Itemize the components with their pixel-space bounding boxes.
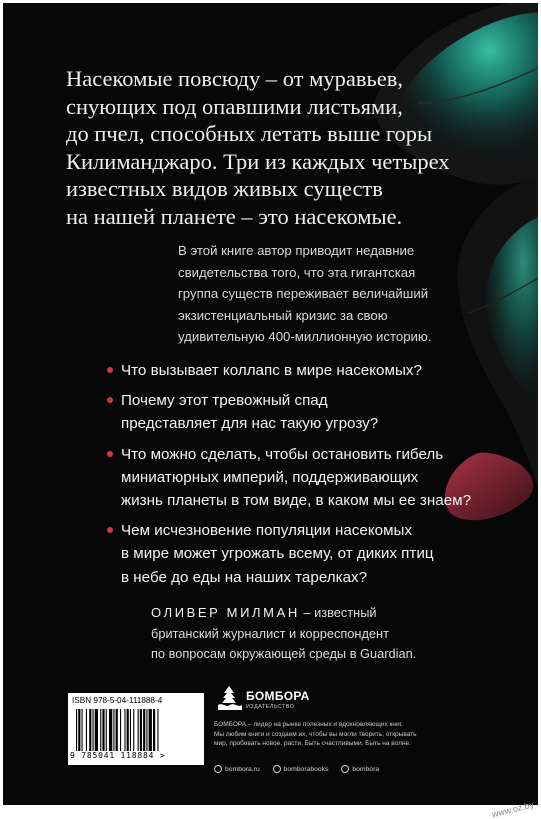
barcode-image: [74, 709, 198, 751]
question-line: миниатюрных империй, поддерживающих: [121, 466, 501, 489]
author-bio-text: – известный: [300, 605, 377, 620]
description-paragraph: [178, 240, 458, 348]
publisher-desc-line: БОМБОРА – лидер на рынке полезных и вдохновляющих книг.: [214, 720, 494, 730]
paragraph-line: В этой книге автор приводит недавние: [178, 240, 458, 262]
paragraph-line: группа существ переживает величайший: [178, 283, 458, 305]
question-line: в небе до еды на наших тарелках?: [121, 566, 501, 589]
author-bio-text: по вопросам окружающей среды в Guardian.: [151, 644, 471, 665]
questions-list: [121, 359, 501, 596]
question-line: Что вызывает коллапс в мире насекомых?: [121, 359, 501, 382]
publisher-subtitle: ИЗДАТЕЛЬСТВО: [246, 704, 294, 710]
publisher-name: БОМБОРА: [246, 689, 310, 703]
social-handle: bombora: [352, 766, 379, 773]
question-line: в мире может угрожать всему, от диких птиц: [121, 542, 501, 565]
bullet-dot-icon: [107, 397, 113, 403]
social-website: bombora.ru: [225, 766, 260, 773]
book-back-cover: [3, 3, 538, 805]
author-name: ОЛИВЕР МИЛМАН: [151, 605, 300, 620]
paragraph-line: экзистенциальный кризис за свою: [178, 305, 458, 327]
question-item: [121, 389, 501, 435]
author-bio-text: британский журналист и корреспондент: [151, 624, 471, 645]
question-item: [121, 443, 501, 513]
paragraph-line: удивительную 400-миллионную историю.: [178, 326, 458, 348]
website-icon: [214, 765, 222, 773]
question-item: [121, 519, 501, 589]
publisher-desc-line: мир, пробовать новое, расти. Быть счастливыми. Быть на волне.: [214, 739, 494, 749]
author-bio: [151, 603, 471, 665]
intro-line: Насекомые повсюду – от муравьев,: [66, 65, 446, 93]
question-line: Что можно сделать, чтобы остановить гибель: [121, 443, 501, 466]
social-books: bomborabooks: [284, 766, 329, 773]
social-links: [214, 765, 379, 777]
publisher-description: [214, 720, 494, 749]
bombora-logo-icon: [214, 683, 244, 713]
bullet-dot-icon: [107, 527, 113, 533]
intro-text: [66, 65, 446, 231]
intro-line: снующих под опавшими листьями,: [66, 93, 446, 121]
question-line: представляет для нас такую угрозу?: [121, 412, 501, 435]
instagram-icon: [341, 765, 349, 773]
author-line-1: [151, 603, 471, 624]
paragraph-line: свидетельства того, что эта гигантская: [178, 262, 458, 284]
question-line: Чем исчезновение популяции насекомых: [121, 519, 501, 542]
publisher-desc-line: Мы любим книги и создаем их, чтобы вы могли творить, открывать: [214, 730, 494, 740]
watermark: www.oz.by: [491, 799, 535, 819]
intro-line: на нашей планете – это насекомые.: [66, 203, 446, 231]
question-item: [121, 359, 501, 382]
barcode-digits: 9 785041 118884 >: [70, 751, 202, 760]
isbn-label: ISBN 978-5-04-111888-4: [72, 696, 162, 705]
bullet-dot-icon: [107, 451, 113, 457]
bullet-dot-icon: [107, 367, 113, 373]
social-network-icon: [273, 765, 281, 773]
intro-line: до пчел, способных летать выше горы: [66, 120, 446, 148]
intro-line: Килиманджаро. Три из каждых четырех: [66, 148, 446, 176]
intro-line: известных видов живых существ: [66, 175, 446, 203]
question-line: Почему этот тревожный спад: [121, 389, 501, 412]
barcode-panel: [68, 693, 204, 765]
question-line: жизнь планеты в том виде, в каком мы ее знаем?: [121, 489, 501, 512]
